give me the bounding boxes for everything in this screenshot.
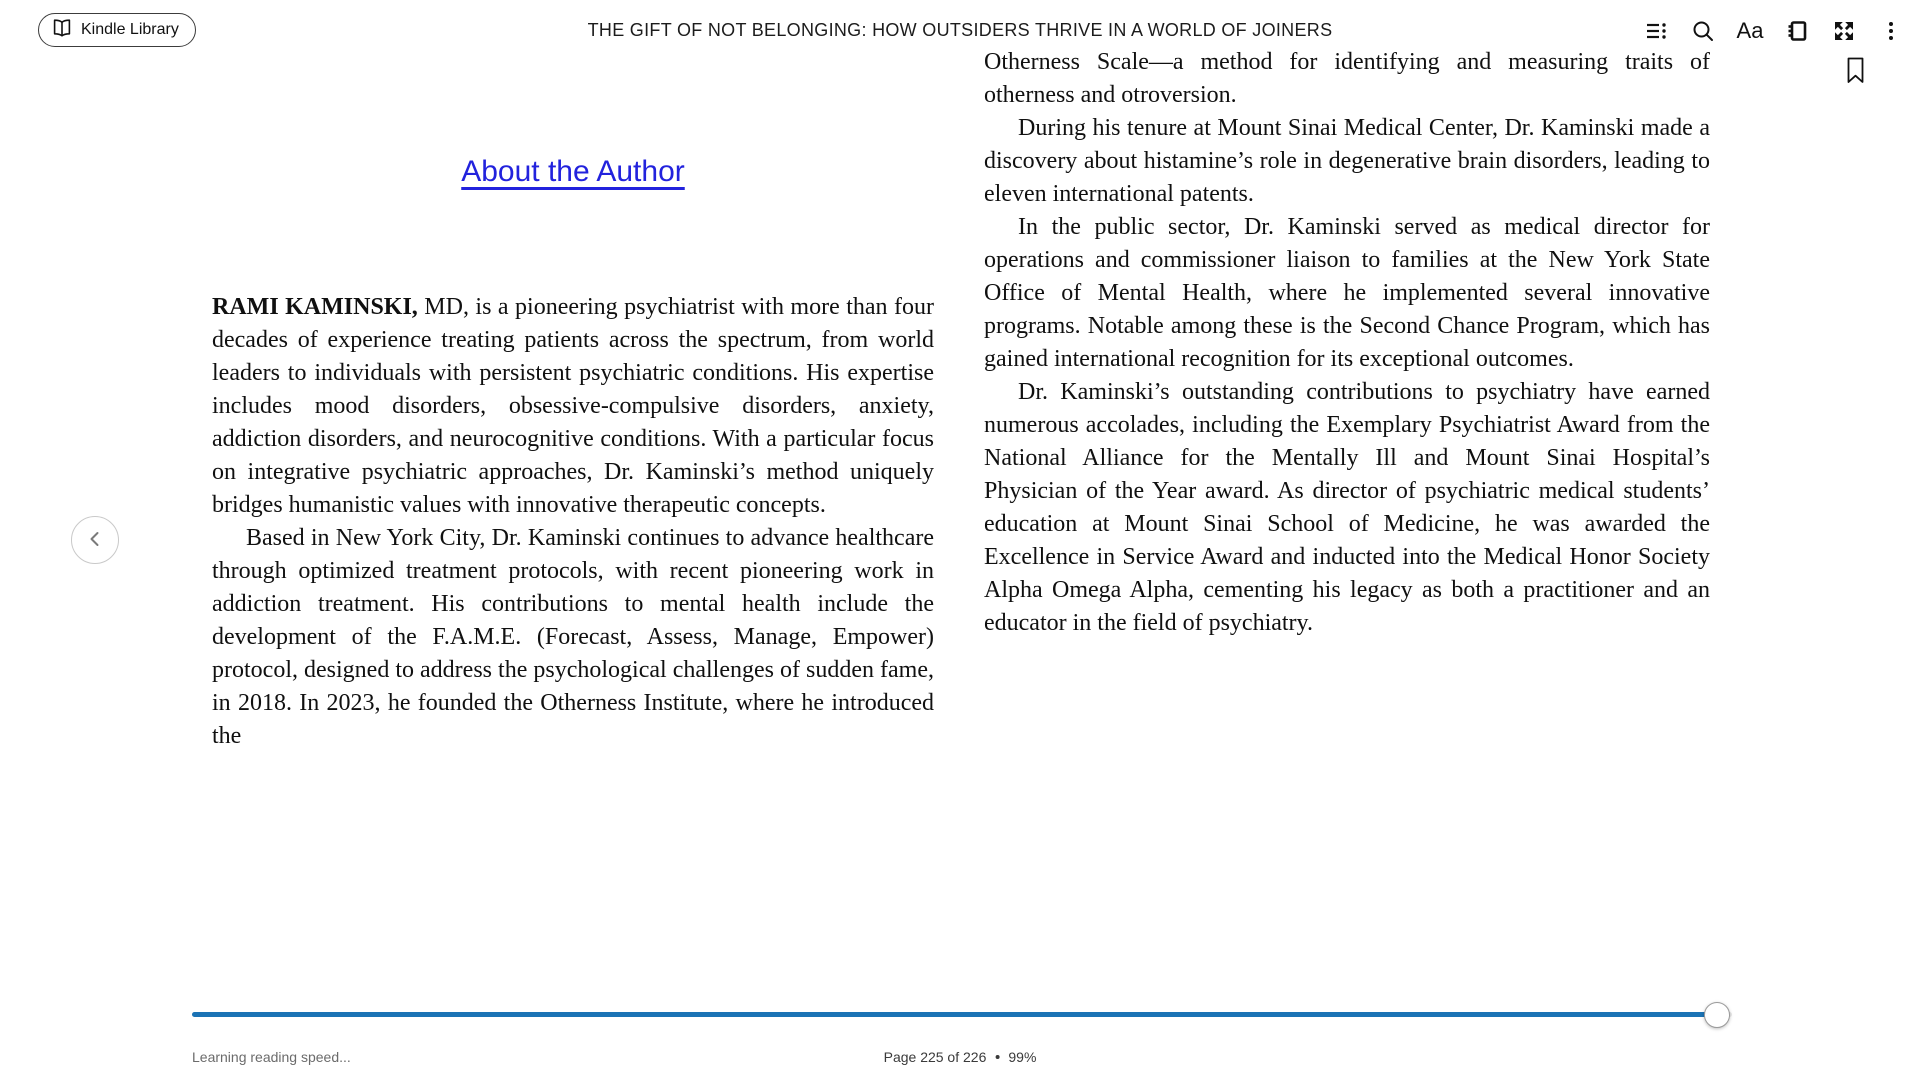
more-options-button[interactable] [1878, 18, 1904, 44]
book-title: THE GIFT OF NOT BELONGING: HOW OUTSIDERS THRIVE IN A WORLD OF JOINERS [587, 20, 1333, 40]
bookmark-button[interactable] [1842, 57, 1868, 83]
font-settings-icon: Aa [1736, 17, 1764, 43]
paragraph [212, 291, 934, 522]
search-icon [1691, 19, 1715, 43]
typography-settings-button[interactable] [1737, 18, 1763, 44]
paragraph: Otherness Scale—a method for identifying and measuring traits of otherness and otroversion. [984, 49, 1710, 108]
paragraph: In the public sector, Dr. Kaminski served as medical director for operations and commissioner liaison to families at the New York State Office of Mental Health, where he implemented several innovative programs. Notable among these is the Second Chance Program, which has gained international recognition for its exceptional outcomes. [984, 214, 1710, 372]
page-number-label: Page 225 of 226 [883, 1049, 987, 1065]
dot-separator [995, 1055, 999, 1059]
search-button[interactable] [1690, 18, 1716, 44]
fullscreen-icon [1832, 19, 1856, 43]
kindle-library-button[interactable] [38, 13, 196, 47]
reading-speed-status: Learning reading speed... [192, 1049, 351, 1065]
chapter-heading [212, 155, 934, 189]
previous-page-button[interactable] [71, 516, 119, 564]
author-name-lead: RAMI KAMINSKI, [212, 294, 418, 320]
chevron-left-icon [83, 527, 107, 554]
kebab-menu-icon [1879, 19, 1903, 43]
notebook-icon [1785, 19, 1809, 43]
table-of-contents-icon [1644, 19, 1668, 43]
paragraph: During his tenure at Mount Sinai Medical Center, Dr. Kaminski made a discovery about histamine’s role in degenerative brain disorders, leading to eleven international patents. [984, 115, 1710, 207]
about-the-author-link[interactable]: About the Author [461, 155, 685, 188]
right-page-column [984, 46, 1710, 640]
progress-slider-knob[interactable] [1704, 1002, 1730, 1028]
open-book-icon [52, 19, 72, 42]
fullscreen-button[interactable] [1831, 18, 1857, 44]
paragraph: Dr. Kaminski’s outstanding contributions to psychiatry have earned numerous accolades, including the Exemplary Psychiatrist Award from the National Alliance for the Mentally Ill and Mount Sinai Hospital’s Physician of the Year award. As director of psychiatric medical students’ education at Mount Sinai School of Medicine, he was awarded the Excellence in Service Award and inducted into the Medical Honor Society Alpha Omega Alpha, cementing his legacy as both a practitioner and an educator in the field of psychiatry. [984, 379, 1710, 636]
paragraph: Based in New York City, Dr. Kaminski continues to advance healthcare through optimized treatment protocols, with recent pioneering work in addiction treatment. His contributions to mental health include the development of the F.A.M.E. (Forecast, Assess, Manage, Empower) protocol, designed to address the psychological challenges of sudden fame, in 2018. In 2023, he founded the Otherness Institute, where he introduced the [212, 525, 934, 749]
paragraph-text: MD, is a pioneering psychiatrist with more than four decades of experience treating patients across the spectrum, from world leaders to individuals with persistent psychiatric conditions. His expertise includes mood disorders, obsessive-compulsive disorders, anxiety, addiction disorders, and neurocognitive conditions. With a particular focus on integrative psychiatric approaches, Dr. Kaminski’s method uniquely bridges humanistic values with innovative therapeutic concepts. [212, 294, 934, 518]
notebook-button[interactable] [1784, 18, 1810, 44]
left-page-column [212, 291, 934, 753]
table-of-contents-button[interactable] [1643, 18, 1669, 44]
progress-fill [192, 1012, 1717, 1017]
reading-progress-slider[interactable] [192, 1012, 1732, 1017]
page-position-info [884, 1049, 1037, 1065]
bookmark-icon [1845, 56, 1866, 85]
kindle-library-label: Kindle Library [81, 21, 179, 38]
percent-read-label: 99% [1008, 1049, 1037, 1065]
